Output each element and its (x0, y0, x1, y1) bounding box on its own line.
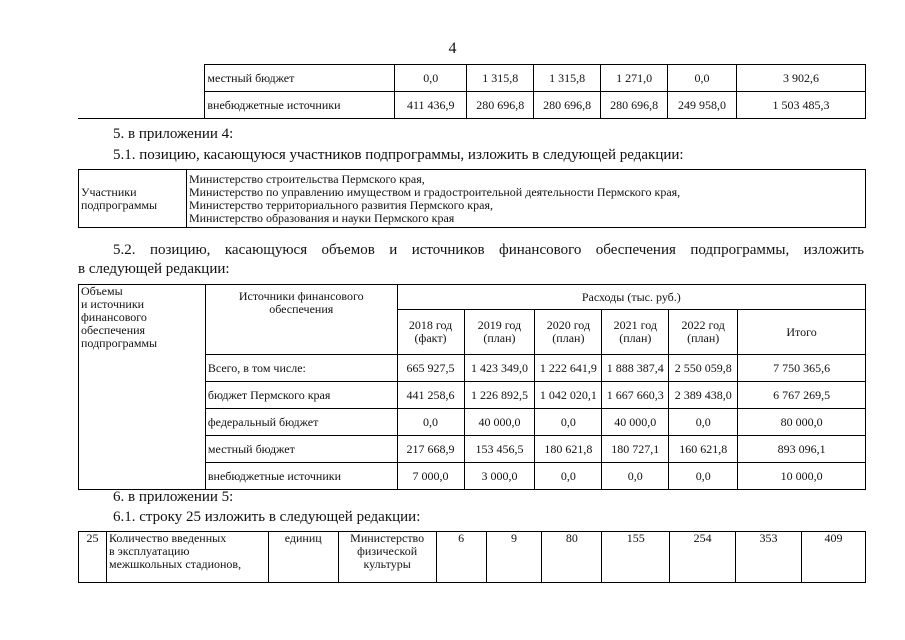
row-label: бюджет Пермского края (205, 382, 397, 409)
cell-value: 1 222 641,9 (535, 355, 602, 382)
cell-value: 217 668,9 (397, 436, 464, 463)
table-row (79, 170, 866, 228)
row-number: 25 (79, 532, 107, 583)
participants-list (186, 170, 865, 228)
cell-value: 1 423 349,0 (464, 355, 535, 382)
row-label: местный бюджет (205, 65, 395, 92)
cell-value: 0,0 (395, 65, 467, 92)
cell-value: 0,0 (669, 409, 738, 436)
volumes-label: Объемы и источники финансового обеспечения подпрограммы (79, 285, 206, 490)
table-header-row (79, 285, 866, 310)
cell-value: 2 389 438,0 (669, 382, 738, 409)
cell-value: 409 (802, 532, 866, 583)
cell-value: 1 271,0 (601, 65, 668, 92)
item-6-1-text: 6.1. строку 25 изложить в следующей редакции: (113, 509, 421, 525)
list-item: Министерство образования и науки Пермского края (188, 210, 455, 225)
cell-value: 280 696,8 (467, 92, 534, 119)
item-5-2-text: 5.2. позицию, касающуюся объемов и источников финансового обеспечения подпрограммы, изложить (113, 242, 864, 258)
cell-value: 0,0 (535, 409, 602, 436)
cell-value: 0,0 (397, 409, 464, 436)
cell-value: 0,0 (668, 65, 737, 92)
cell-value: 3 902,6 (737, 65, 866, 92)
item-5-heading: 5. в приложении 4: (113, 126, 234, 142)
year-header: 2021 год (план) (602, 310, 669, 355)
cell-value: 1 315,8 (467, 65, 534, 92)
list-item: Министерство территориального развития Пермского края, (188, 197, 493, 212)
cell-value: 40 000,0 (602, 409, 669, 436)
participants-label: Участники подпрограммы (79, 170, 187, 228)
year-header: 2022 год (план) (669, 310, 738, 355)
cell-value: 0,0 (535, 463, 602, 490)
total-header: Итого (738, 310, 866, 355)
cell-value: 2 550 059,8 (669, 355, 738, 382)
indicator-name: Количество введенных в эксплуатацию межшкольных стадионов, (106, 532, 268, 583)
page-number: 4 (448, 40, 457, 57)
cell-value: 40 000,0 (464, 409, 535, 436)
cell-value: 1 503 485,3 (737, 92, 866, 119)
cell-value: 1 667 660,3 (602, 382, 669, 409)
item-5-2-text-cont: в следующей редакции: (78, 261, 230, 277)
cell-value: 254 (670, 532, 736, 583)
cell-value: 153 456,5 (464, 436, 535, 463)
cell-value: 6 (436, 532, 486, 583)
cell-value: 6 767 269,5 (738, 382, 866, 409)
table-row (79, 532, 866, 583)
cell-value: 7 750 365,6 (738, 355, 866, 382)
row-label: Всего, в том числе: (205, 355, 397, 382)
cell-value: 353 (736, 532, 802, 583)
year-header: 2018 год (факт) (397, 310, 464, 355)
table-row (78, 65, 866, 92)
financing-table (78, 284, 866, 490)
unit: единиц (268, 532, 338, 583)
cell-value: 411 436,9 (395, 92, 467, 119)
cell-value: 80 (542, 532, 602, 583)
table-row (78, 92, 866, 119)
cell-value: 280 696,8 (534, 92, 601, 119)
row-label: местный бюджет (205, 436, 397, 463)
cell-value: 3 000,0 (464, 463, 535, 490)
list-item: Министерство строительства Пермского края, (188, 171, 425, 186)
sources-header: Источники финансового обеспечения (205, 285, 397, 355)
year-header: 2019 год (план) (464, 310, 535, 355)
item-5-1-text: 5.1. позицию, касающуюся участников подпрограммы, изложить в следующей редакции: (113, 147, 684, 163)
cell-value: 441 258,6 (397, 382, 464, 409)
participants-table (78, 169, 866, 228)
cell-value: 893 096,1 (738, 436, 866, 463)
cell-value: 665 927,5 (397, 355, 464, 382)
cell-value: 160 621,8 (669, 436, 738, 463)
row-label: внебюджетные источники (205, 463, 397, 490)
cell-value: 1 888 387,4 (602, 355, 669, 382)
ministry: Министерство физической культуры (338, 532, 436, 583)
cell-value: 249 958,0 (668, 92, 737, 119)
year-header: 2020 год (план) (535, 310, 602, 355)
cell-value: 1 226 892,5 (464, 382, 535, 409)
row-label: внебюджетные источники (205, 92, 395, 119)
cell-value: 80 000,0 (738, 409, 866, 436)
list-item: Министерство по управлению имуществом и градостроительной деятельности Пермского края, (188, 184, 681, 199)
cell-value: 180 727,1 (602, 436, 669, 463)
expenses-header: Расходы (тыс. руб.) (397, 285, 865, 310)
cell-value: 9 (486, 532, 542, 583)
cell-value: 180 621,8 (535, 436, 602, 463)
cell-value: 7 000,0 (397, 463, 464, 490)
cell-value: 280 696,8 (601, 92, 668, 119)
budget-continuation-table (78, 64, 866, 119)
cell-value: 1 042 020,1 (535, 382, 602, 409)
row-label: федеральный бюджет (205, 409, 397, 436)
cell-value: 10 000,0 (738, 463, 866, 490)
cell-value: 0,0 (602, 463, 669, 490)
indicator-row-table (78, 531, 866, 583)
item-6-heading: 6. в приложении 5: (113, 489, 234, 505)
cell-value: 155 (602, 532, 670, 583)
cell-value: 0,0 (669, 463, 738, 490)
cell-value: 1 315,8 (534, 65, 601, 92)
